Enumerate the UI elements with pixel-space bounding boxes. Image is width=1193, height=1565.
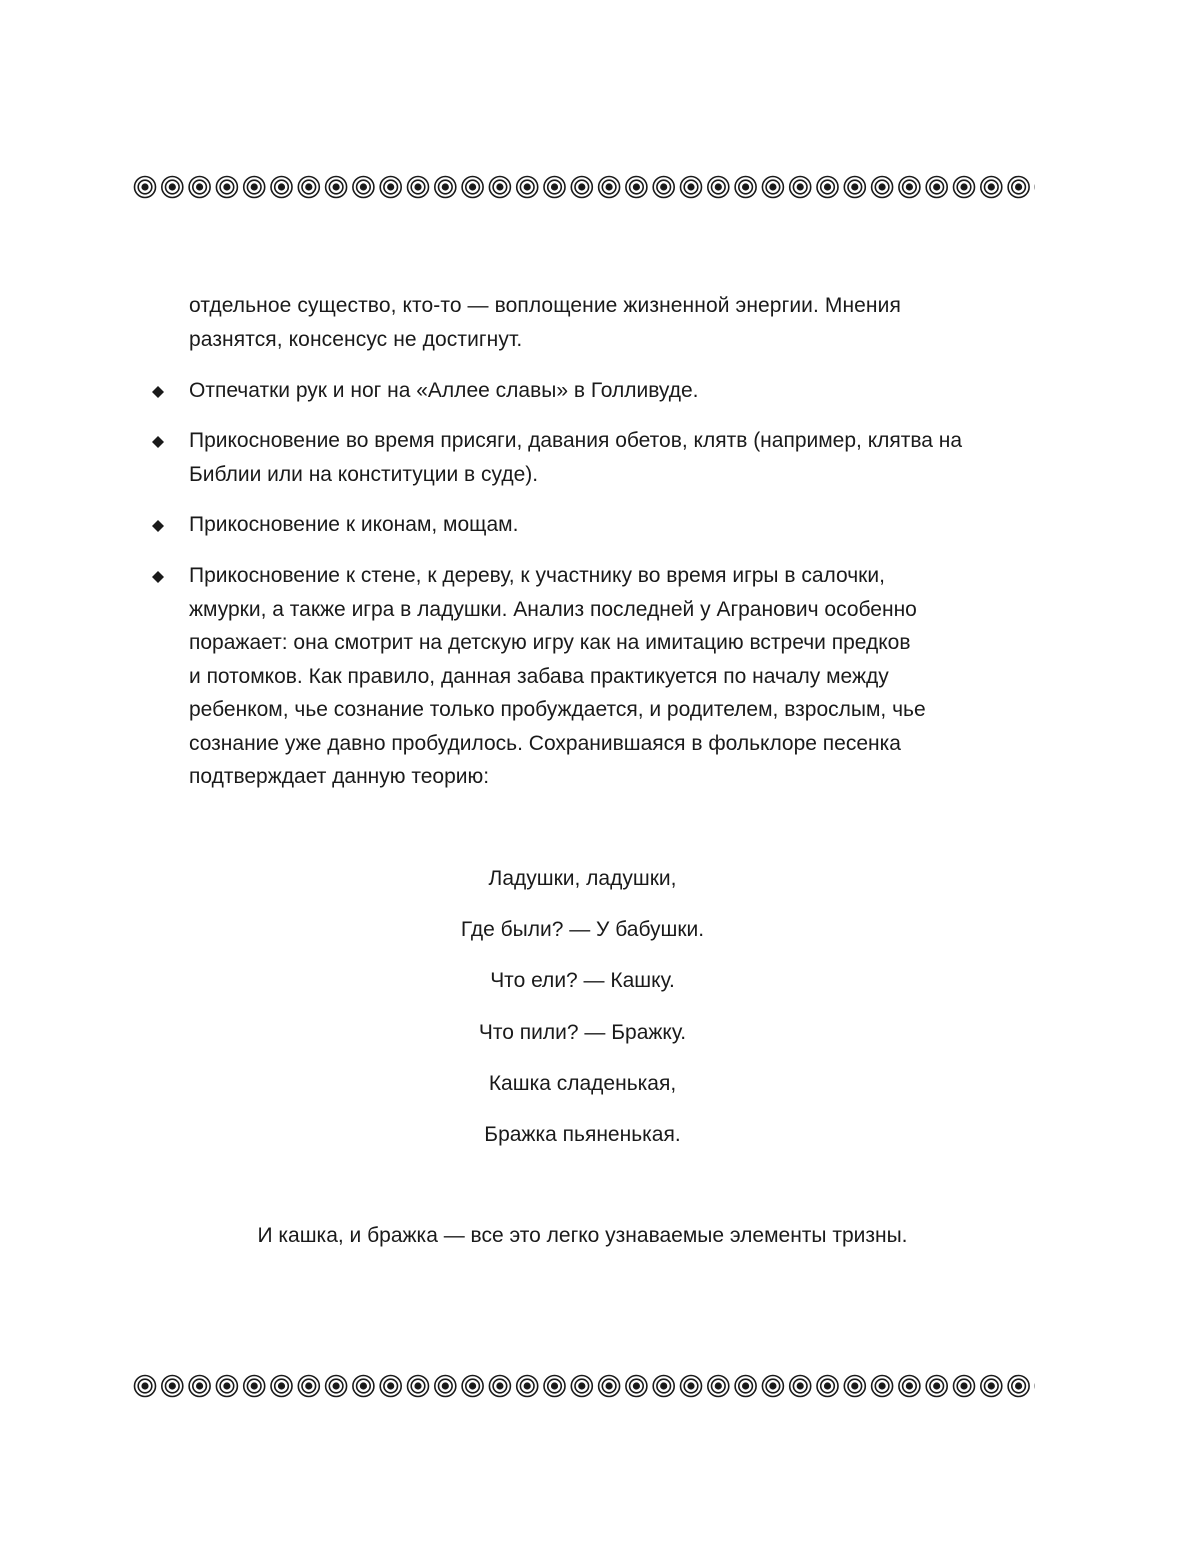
poem-line: Ладушки, ладушки,: [488, 867, 677, 890]
concentric-circle-icon: [735, 1376, 756, 1397]
concentric-circle-icon: [708, 1376, 729, 1397]
concentric-circle-icon: [135, 177, 156, 198]
diamond-bullet-icon: [152, 520, 164, 532]
diamond-bullet-icon: [152, 386, 164, 398]
concentric-circle-icon: [489, 1376, 510, 1397]
concentric-circle-icon: [681, 177, 702, 198]
concentric-circle-icon: [571, 1376, 592, 1397]
poem-line: Бражка пьяненькая.: [484, 1123, 681, 1146]
concentric-circle-icon: [244, 1376, 265, 1397]
list-item: [189, 424, 1034, 491]
concentric-circle-icon: [544, 177, 565, 198]
concentric-circle-icon: [353, 177, 374, 198]
concentric-circle-icon: [544, 1376, 565, 1397]
paragraph-continuation: [189, 289, 1039, 356]
concentric-circle-icon: [981, 177, 1002, 198]
ornament-border-top: [130, 172, 1035, 202]
concentric-circle-icon: [244, 177, 265, 198]
closing-sentence: И кашка, и бражка — все это легко узнаваемые элементы тризны.: [257, 1224, 908, 1247]
list-item: [189, 374, 1034, 408]
concentric-circle-icon: [489, 177, 510, 198]
concentric-circle-icon: [462, 177, 483, 198]
concentric-circle-icon: [899, 1376, 920, 1397]
concentric-circle-icon: [762, 177, 783, 198]
concentric-circle-icon: [899, 177, 920, 198]
concentric-circle-icon: [189, 1376, 210, 1397]
list-item-line: подтверждает данную теорию:: [189, 765, 490, 788]
concentric-circle-icon: [954, 177, 975, 198]
list-item-line: и потомков. Как правило, данная забава практикуется по началу между: [189, 664, 889, 688]
concentric-circle-icon: [708, 177, 729, 198]
concentric-circle-icon: [626, 1376, 647, 1397]
paragraph-line: отдельное существо, кто-то — воплощение жизненной энергии. Мнения: [189, 294, 901, 317]
list-item-line: Прикосновение к иконам, мощам.: [189, 513, 519, 536]
concentric-circle-icon: [735, 177, 756, 198]
list-item-line: Библии или на конституции в суде).: [189, 462, 539, 486]
concentric-circle-icon: [599, 177, 620, 198]
concentric-circle-icon: [353, 1376, 374, 1397]
concentric-circle-icon: [380, 177, 401, 198]
list-item: [189, 508, 1034, 542]
paragraph-line: разнятся, консенсус не достигнут.: [189, 327, 523, 351]
poem-line: Кашка сладенькая,: [488, 1072, 677, 1095]
concentric-circle-icon: [653, 1376, 674, 1397]
diamond-bullet-icon: [152, 571, 164, 583]
concentric-circle-icon: [380, 1376, 401, 1397]
concentric-circle-icon: [762, 1376, 783, 1397]
concentric-circle-icon: [872, 177, 893, 198]
concentric-circle-icon: [517, 177, 538, 198]
poem-line: Где были? — У бабушки.: [460, 918, 705, 941]
concentric-circle-icon: [981, 1376, 1002, 1397]
concentric-circle-icon: [326, 1376, 347, 1397]
diamond-bullet-icon: [152, 436, 164, 448]
concentric-circle-icon: [571, 177, 592, 198]
concentric-circle-icon: [271, 177, 292, 198]
concentric-circle-icon: [298, 177, 319, 198]
concentric-circle-icon: [162, 1376, 183, 1397]
concentric-circle-icon: [954, 1376, 975, 1397]
concentric-circle-icon: [1008, 1376, 1029, 1397]
concentric-circle-icon: [517, 1376, 538, 1397]
list-item-line: сознание уже давно пробудилось. Сохранившаяся в фольклоре песенка: [189, 731, 901, 755]
concentric-circle-icon: [844, 1376, 865, 1397]
concentric-circle-icon: [326, 177, 347, 198]
concentric-circle-icon: [271, 1376, 292, 1397]
concentric-circle-icon: [817, 177, 838, 198]
concentric-circle-icon: [626, 177, 647, 198]
ornament-border-bottom: [130, 1371, 1035, 1401]
list-item-line: Прикосновение к стене, к дереву, к участнику во время игры в салочки,: [189, 564, 885, 587]
concentric-circle-icon: [189, 177, 210, 198]
list-item-line: Отпечатки рук и ног на «Аллее славы» в Голливуде.: [189, 379, 699, 402]
concentric-circle-icon: [926, 177, 947, 198]
list-item-line: ребенком, чье сознание только пробуждается, и родителем, взрослым, чье: [189, 698, 926, 721]
list-item: [189, 559, 1034, 794]
concentric-circle-icon: [435, 177, 456, 198]
list-item-line: жмурки, а также игра в ладушки. Анализ последней у Агранович особенно: [189, 597, 917, 621]
concentric-circle-icon: [462, 1376, 483, 1397]
list-item-line: поражает: она смотрит на детскую игру как на имитацию встречи предков: [189, 631, 911, 654]
concentric-circle-icon: [681, 1376, 702, 1397]
concentric-circle-icon: [162, 177, 183, 198]
concentric-circle-icon: [435, 1376, 456, 1397]
concentric-circle-icon: [599, 1376, 620, 1397]
concentric-circle-icon: [298, 1376, 319, 1397]
concentric-circle-icon: [926, 1376, 947, 1397]
list-item-line: Прикосновение во время присяги, давания обетов, клятв (например, клятва на: [189, 429, 963, 452]
poem-line: Что ели? — Кашку.: [490, 969, 675, 992]
concentric-circle-icon: [216, 177, 237, 198]
concentric-circle-icon: [653, 177, 674, 198]
concentric-circle-icon: [408, 177, 429, 198]
concentric-circle-icon: [844, 177, 865, 198]
concentric-circle-icon: [817, 1376, 838, 1397]
concentric-circle-icon: [135, 1376, 156, 1397]
concentric-circle-icon: [216, 1376, 237, 1397]
concentric-circle-icon: [872, 1376, 893, 1397]
concentric-circle-icon: [408, 1376, 429, 1397]
poem-line: Что пили? — Бражку.: [478, 1021, 687, 1044]
concentric-circle-icon: [790, 177, 811, 198]
concentric-circle-icon: [1008, 177, 1029, 198]
concentric-circle-icon: [790, 1376, 811, 1397]
